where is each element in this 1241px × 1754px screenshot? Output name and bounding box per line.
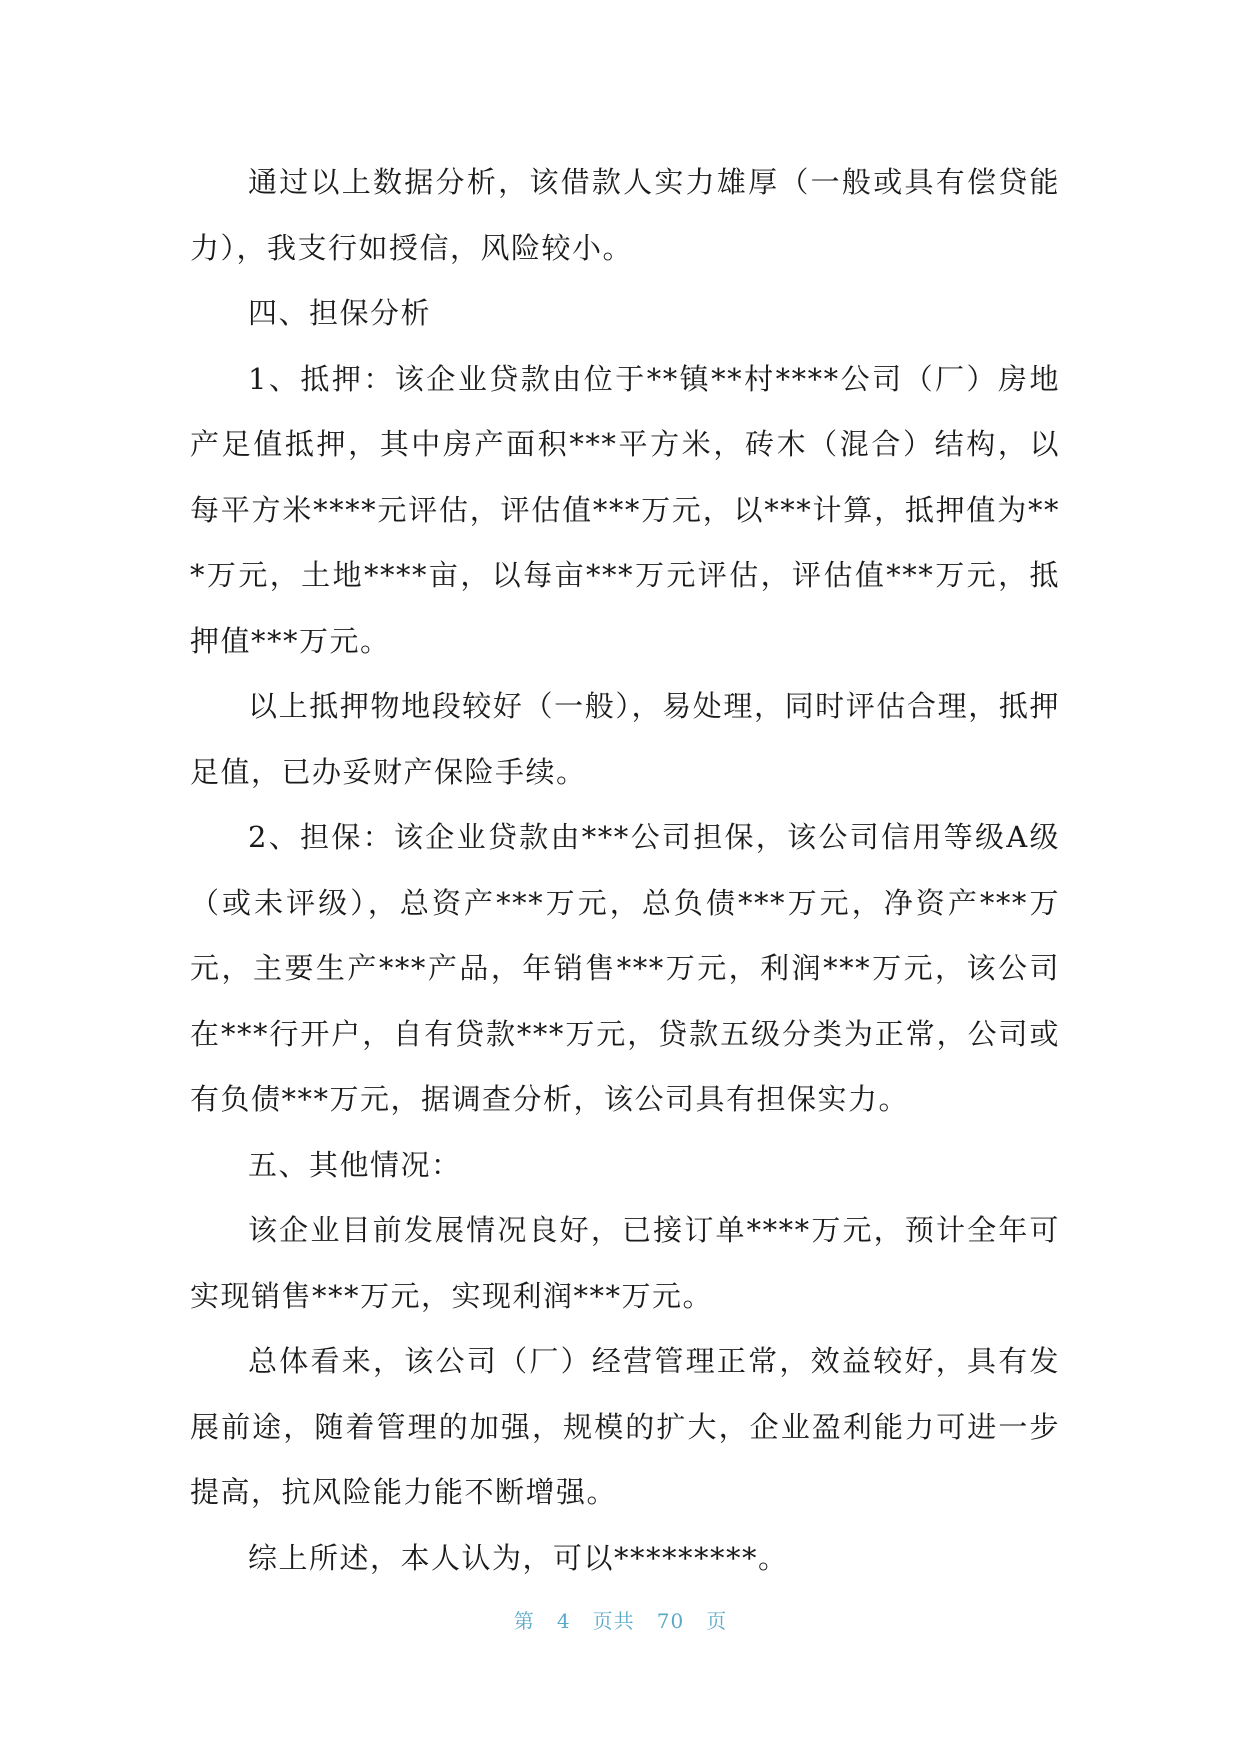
paragraph-mortgage-assessment: 以上抵押物地段较好（一般），易处理，同时评估合理，抵押足值，已办妥财产保险手续。 bbox=[190, 689, 1060, 789]
document-body bbox=[190, 150, 1060, 1591]
paragraph-overall-view: 总体看来，该公司（厂）经营管理正常，效益较好，具有发展前途，随着管理的加强，规模的扩大，企业盈利能力可进一步提高，抗风险能力能不断增强。 bbox=[190, 1344, 1060, 1509]
footer-prefix: 第 bbox=[513, 1609, 535, 1633]
paragraph-analysis-conclusion: 通过以上数据分析，该借款人实力雄厚（一般或具有偿贷能力），我支行如授信，风险较小。 bbox=[190, 165, 1060, 265]
footer-total-pages: 70 bbox=[656, 1609, 685, 1633]
footer-middle: 页共 bbox=[592, 1609, 635, 1633]
page-footer bbox=[0, 1605, 1241, 1634]
footer-suffix: 页 bbox=[706, 1609, 728, 1633]
paragraph-development: 该企业目前发展情况良好，已接订单****万元，预计全年可实现销售***万元，实现利润***万元。 bbox=[190, 1213, 1060, 1313]
paragraph-summary: 综上所述，本人认为，可以*********。 bbox=[248, 1540, 789, 1575]
section-heading-guarantee-analysis: 四、担保分析 bbox=[248, 296, 432, 330]
paragraph-mortgage: 1、抵押：该企业贷款由位于**镇**村****公司（厂）房地产足值抵押，其中房产面积***平方米，砖木（混合）结构，以每平方米****元评估，评估值***万元，以***计算，抵押值为***万元，土地****亩，以每亩***万元评估，评估值***万元，抵押值***万元。 bbox=[190, 361, 1060, 658]
paragraph-guarantee: 2、担保：该企业贷款由***公司担保，该公司信用等级A级（或未评级），总资产***万元，总负债***万元，净资产***万元，主要生产***产品，年销售***万元，利润***万元，该公司在***行开户，自有贷款***万元，贷款五级分类为正常，公司或有负债***万元，据调查分析，该公司具有担保实力。 bbox=[190, 820, 1060, 1116]
section-heading-other-situations: 五、其他情况： bbox=[248, 1147, 462, 1182]
footer-current-page: 4 bbox=[556, 1609, 571, 1633]
